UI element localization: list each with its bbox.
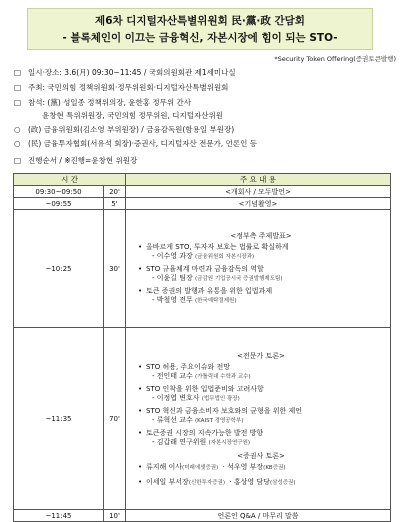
table-header-row	[14, 174, 391, 186]
content-cell: <개회사 / 모두발언>	[126, 186, 391, 198]
table-row	[14, 186, 391, 198]
info-attendees-cont: 윤창현 특위위원장, 국민의힘 정무위원, 디지털자산위원	[42, 111, 223, 120]
presenter: - 전인태 교수 (가톨릭대 수학과 교수)	[152, 372, 251, 380]
square-bullet-icon: □	[14, 83, 22, 92]
bullet-icon: •	[138, 385, 143, 393]
square-bullet-icon: □	[14, 98, 22, 107]
info-date-venue: □ 일시·장소: 3.6(月) 09:30~11:45 / 국회의원회관 제1세미나실	[14, 68, 236, 77]
bullet-icon: •	[138, 286, 143, 295]
bullet-icon: •	[138, 242, 143, 251]
header-content: 주 요 내 용	[126, 174, 391, 186]
presenter: - 이정엽 변호사 (법무법인 광장)	[152, 394, 240, 402]
square-bullet-icon: □	[14, 68, 22, 77]
time-cell: ~11:45	[14, 510, 104, 522]
time-cell: 09:30~09:50	[14, 186, 104, 198]
page-subtitle: - 블록체인이 이끄는 금융혁신, 자본시장에 힘이 되는 STO-	[62, 32, 338, 44]
schedule-table	[13, 173, 391, 522]
page-title: 제6차 디지털자산특별위원회 民·黨·政 간담회	[95, 15, 305, 27]
duration-cell: 70'	[104, 328, 126, 510]
presenter: - 이수영 과장 (금융위원회 자본시장과)	[152, 251, 255, 260]
content-cell: <기념촬영>	[126, 198, 391, 210]
info-agenda: □ 진행순서 / ※진행=윤창현 위원장	[14, 156, 138, 165]
bullet-icon: •	[138, 463, 143, 471]
bullet-icon: •	[138, 429, 143, 437]
time-cell: ~10:25	[14, 210, 104, 328]
bullet-icon: •	[138, 407, 143, 415]
bullet-icon: •	[138, 478, 143, 486]
duration-cell: 10'	[104, 510, 126, 522]
list-item: • 토큰증권 시장의 지속가능한 발전 방향	[138, 429, 264, 437]
info-private: ○ (民) 금융투자협회(서유석 회장)·증권사, 디지털자산 전문가, 언론인 등	[14, 139, 258, 148]
time-cell: ~11:35	[14, 328, 104, 510]
presenter: - 김갑래 연구위원 (자본시장연구원)	[152, 438, 251, 446]
square-bullet-icon: □	[14, 156, 22, 165]
title-box	[27, 8, 373, 50]
info-government: ○ (政) 금융위원회(김소영 부위원장) / 금융감독원(함용일 부원장)	[14, 125, 235, 134]
duration-cell: 20'	[104, 186, 126, 198]
list-item: • 올바르게 STO, 투자자 보호는 법률로 확실하게	[138, 242, 289, 251]
list-item: • STO 혁신과 금융소비자 보호와의 균형을 위한 제언	[138, 407, 303, 415]
info-attendees: □ 참석: (黨) 성일종 정책위의장, 윤한홍 정무위 간사	[14, 98, 191, 107]
section-title: <증권사 토론>	[237, 452, 285, 460]
section-title: <정부측 주제발표>	[230, 231, 292, 240]
list-item: • 이세일 부서장(신한투자증권) · 홍상영 담당(삼성증권)	[138, 478, 296, 486]
list-item: • STO 허용, 주요이슈와 전망	[138, 363, 230, 371]
table-row	[14, 510, 391, 522]
circle-bullet-icon: ○	[14, 139, 21, 148]
info-host: □ 주최: 국민의힘 정책위원회·정무위원회·디지털자산특별위원회	[14, 83, 229, 92]
list-item: • STO 인착을 위한 입법준비와 고려사항	[138, 385, 264, 393]
header-time: 시 간	[14, 174, 126, 186]
time-cell: ~09:55	[14, 198, 104, 210]
footnote: *Security Token Offering(증권토큰발행)	[274, 55, 396, 63]
table-row	[14, 210, 391, 328]
presenter: - 류혁선 교수 (KAIST 경영공학부)	[152, 416, 244, 424]
table-row	[14, 328, 391, 510]
content-cell: 언론인 Q&A / 마무리 말씀	[126, 510, 391, 522]
circle-bullet-icon: ○	[14, 125, 21, 134]
section-title: <전문가 토론>	[237, 352, 285, 360]
bullet-icon: •	[138, 363, 143, 371]
duration-cell: 30'	[104, 210, 126, 328]
list-item: • 류지해 이사(미래에셋증권) · 석우영 부장(KB증권)	[138, 463, 286, 471]
table-row	[14, 198, 391, 210]
list-item: • STO 규율체계 마련과 금융감독의 역할	[138, 264, 264, 273]
presenter: - 박철영 전무 (한국예탁결제원)	[152, 295, 237, 304]
content-cell	[126, 328, 391, 510]
content-cell	[126, 210, 391, 328]
bullet-icon: •	[138, 264, 143, 273]
presenter: - 이윤길 팀장 (금감원 기업공시국 증권발행제도팀)	[152, 273, 283, 282]
duration-cell: 5'	[104, 198, 126, 210]
list-item: • 토큰 증권의 발행과 유통을 위한 입법과제	[138, 286, 273, 295]
